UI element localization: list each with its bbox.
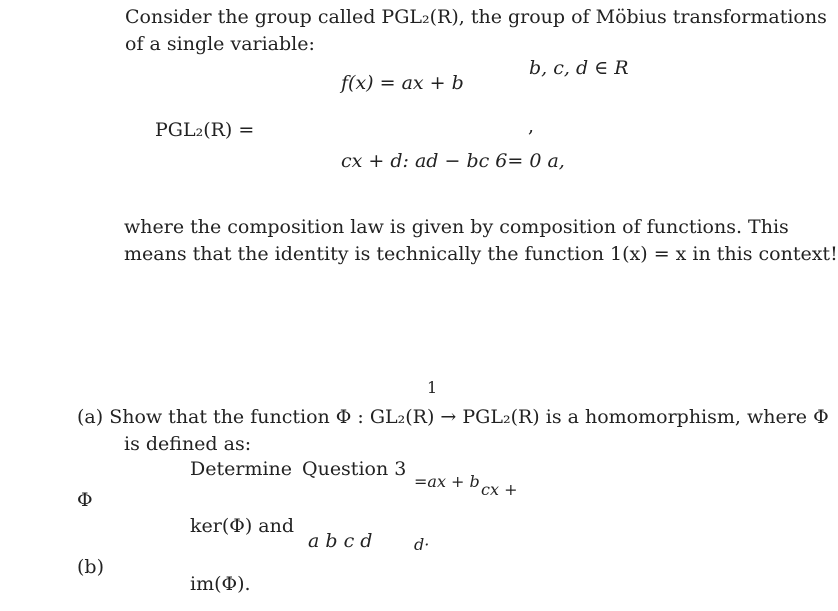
set-denominator: cx + d: ad − bc 6= 0 a, <box>341 150 565 172</box>
composition-line-2: means that the identity is technically the function 1(x) = x in this context! <box>124 243 838 265</box>
composition-line-1: where the composition law is given by composition of functions. This <box>124 216 789 238</box>
question-label: Question 3 <box>302 458 407 480</box>
page-number: 1 <box>427 378 438 397</box>
set-lhs: PGL₂(R) = <box>155 119 255 141</box>
part-a-line-2: is defined as: <box>124 433 252 455</box>
set-condition: b, c, d ∈ R <box>529 57 629 79</box>
phi-symbol: Φ <box>77 489 93 511</box>
intro-line-2: of a single variable: <box>125 33 315 55</box>
d-dot: d· <box>414 535 430 554</box>
im-label: im(Φ). <box>190 573 251 595</box>
determine-label: Determine <box>190 458 293 480</box>
formula-top: =ax + b <box>414 472 480 491</box>
ker-label: ker(Φ) and <box>190 515 295 537</box>
set-comma: , <box>528 115 535 137</box>
intro-line-1: Consider the group called PGL₂(R), the group of Möbius transformations <box>125 6 827 28</box>
matrix-entries: a b c d <box>308 530 373 552</box>
part-a-line-1: (a) Show that the function Φ : GL₂(R) → PGL₂(R) is a homomorphism, where Φ <box>77 406 829 428</box>
set-numerator: f(x) = ax + b <box>341 72 464 94</box>
part-b-label: (b) <box>77 556 104 578</box>
formula-cx: cx + <box>481 480 518 499</box>
